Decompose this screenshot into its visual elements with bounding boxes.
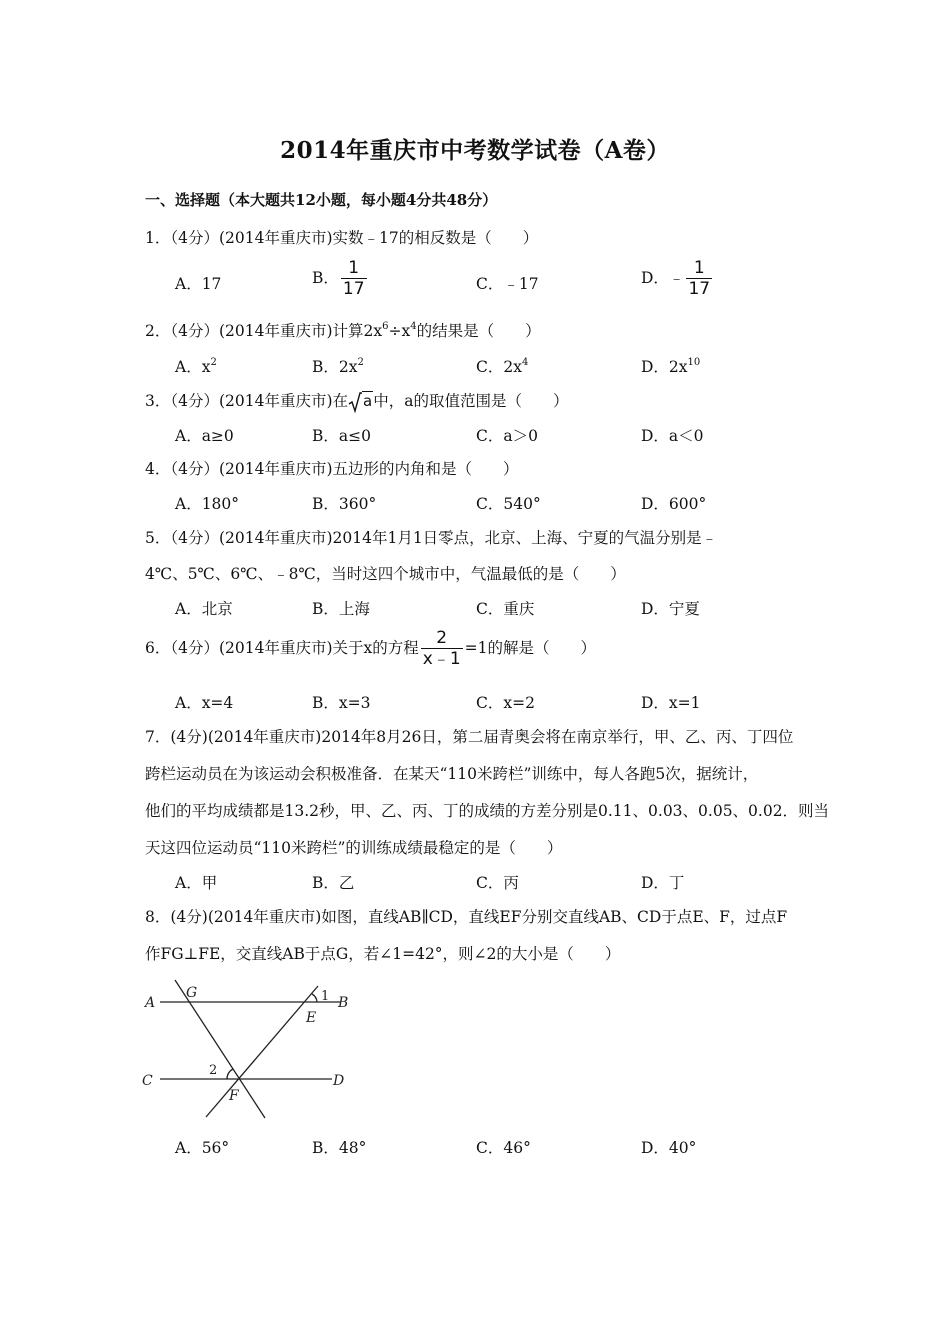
stem-text: 中，a的取值范围是（ ） [373,392,569,410]
label-angle-1: 1 [321,989,330,1004]
question-5-option-d: D．宁夏 [641,600,700,618]
question-3-stem [145,389,568,413]
question-4-option-d: D．600° [641,495,707,513]
question-2-option-d [641,355,700,377]
parallel-lines-figure [140,975,360,1125]
exponent: 6 [382,321,389,332]
question-6-option-d: D．x=1 [641,694,701,712]
question-7-option-d: D．丁 [641,874,685,892]
option-text: A．x [175,358,211,376]
question-7-option-c: C．丙 [476,874,519,892]
page-title: 2014年重庆市中考数学试卷（A卷） [280,137,670,164]
stem-text: ÷x [388,322,411,340]
question-3-option-c: C．a＞0 [476,427,538,445]
label-d: D [333,1073,345,1089]
angle-2-arc [227,1069,233,1079]
option-text: D．2x [641,358,688,376]
label-g: G [186,985,198,1001]
fraction-numerator: 2 [436,628,448,648]
option-text: C．2x [476,358,522,376]
question-8-option-d: D．40° [641,1139,697,1157]
fraction-numerator: 1 [693,258,705,278]
option-b-prefix: B． [312,269,339,287]
label-c: C [142,1073,153,1089]
question-1-option-b [312,260,369,298]
exponent: 2 [210,357,217,368]
stem-text: 3．（4分）(2014年重庆市)在 [145,392,349,410]
radicand: a [363,392,373,410]
question-3-option-d: D．a＜0 [641,427,704,445]
stem-text: =1的解是（ ） [464,639,597,657]
question-8-option-c: C．46° [476,1139,531,1157]
question-5-option-b: B．上海 [312,600,370,618]
question-4-option-c: C．540° [476,495,541,513]
question-8-option-a: A．56° [175,1139,230,1157]
question-2-option-b [312,355,364,377]
question-2-option-c [476,355,528,377]
question-6-stem [145,630,596,668]
question-6-option-c: C．x=2 [476,694,535,712]
section-heading: 一、选择题（本大题共12小题，每小题4分共48分） [145,191,498,209]
stem-text: 2．（4分）(2014年重庆市)计算2x [145,322,383,340]
question-8-stem-line-1: 8．(4分)(2014年重庆市)如图，直线AB∥CD，直线EF分别交直线AB、CD于点E、F，过点F [145,908,788,926]
fraction-numerator: 1 [348,258,360,278]
question-1-option-c: C．﹣17 [476,275,539,293]
fraction-denominator: x﹣1 [422,649,461,669]
question-5-option-a: A．北京 [175,600,233,618]
square-root [348,391,373,413]
question-1-option-d [641,260,714,298]
option-text: B．2x [312,358,358,376]
question-2-stem [145,319,541,341]
question-3-option-b: B．a≤0 [312,427,371,445]
question-7-stem-line-1: 7．(4分)(2014年重庆市)2014年8月26日，第二届青奥会将在南京举行，甲、乙、丙、丁四位 [145,728,794,746]
label-a: A [145,995,156,1011]
fraction-denominator: 17 [342,279,365,299]
question-7-stem-line-4: 天这四位运动员“110米跨栏”的训练成绩最稳定的是（ ） [145,839,563,857]
label-angle-2: 2 [209,1063,218,1078]
question-4-option-b: B．360° [312,495,377,513]
question-6-option-a: A．x=4 [175,694,234,712]
angle-1-arc [312,994,317,1002]
label-b: B [338,995,349,1011]
line-ef [206,986,318,1117]
question-4-stem: 4．（4分）(2014年重庆市)五边形的内角和是（ ） [145,460,519,478]
question-5-stem-line-1: 5．（4分）(2014年重庆市)2014年1月1日零点，北京、上海、宁夏的气温分别是﹣ [145,529,718,547]
stem-text: 的结果是（ ） [416,322,541,340]
question-8-stem-line-2: 作FG⊥FE，交直线AB于点G，若∠1=42°，则∠2的大小是（ ） [145,945,621,963]
option-d-prefix: D．﹣ [641,269,685,287]
question-2-option-a [175,355,217,377]
question-7-stem-line-3: 他们的平均成绩都是13.2秒，甲、乙、丙、丁的成绩的方差分别是0.11、0.03、0.05、0.02．则当 [145,802,830,820]
question-4-option-a: A．180° [175,495,240,513]
question-7-option-b: B．乙 [312,874,355,892]
question-7-option-a: A．甲 [175,874,218,892]
question-7-stem-line-2: 跨栏运动员在为该运动会积极准备．在某天“110米跨栏”训练中，每人各跑5次，据统计， [145,765,759,783]
question-1-option-a: A．17 [175,275,222,293]
question-5-option-c: C．重庆 [476,600,535,618]
stem-text: 6．（4分）(2014年重庆市)关于x的方程 [145,639,419,657]
question-8-option-b: B．48° [312,1139,367,1157]
question-1-stem: 1．（4分）(2014年重庆市)实数﹣17的相反数是（ ） [145,229,539,247]
fraction [341,260,367,298]
fraction [686,260,712,298]
label-e: E [306,1010,317,1026]
exponent: 10 [687,357,701,368]
exponent: 4 [521,357,529,368]
exponent: 4 [410,321,417,332]
exponent: 2 [357,357,364,368]
fraction [421,630,463,668]
question-6-option-b: B．x=3 [312,694,371,712]
radical-sign-icon [348,391,362,413]
question-3-option-a: A．a≥0 [175,427,234,445]
label-f: F [229,1088,239,1104]
fraction-denominator: 17 [688,279,711,299]
question-5-stem-line-2: 4℃、5℃、6℃、﹣8℃，当时这四个城市中，气温最低的是（ ） [145,565,626,583]
